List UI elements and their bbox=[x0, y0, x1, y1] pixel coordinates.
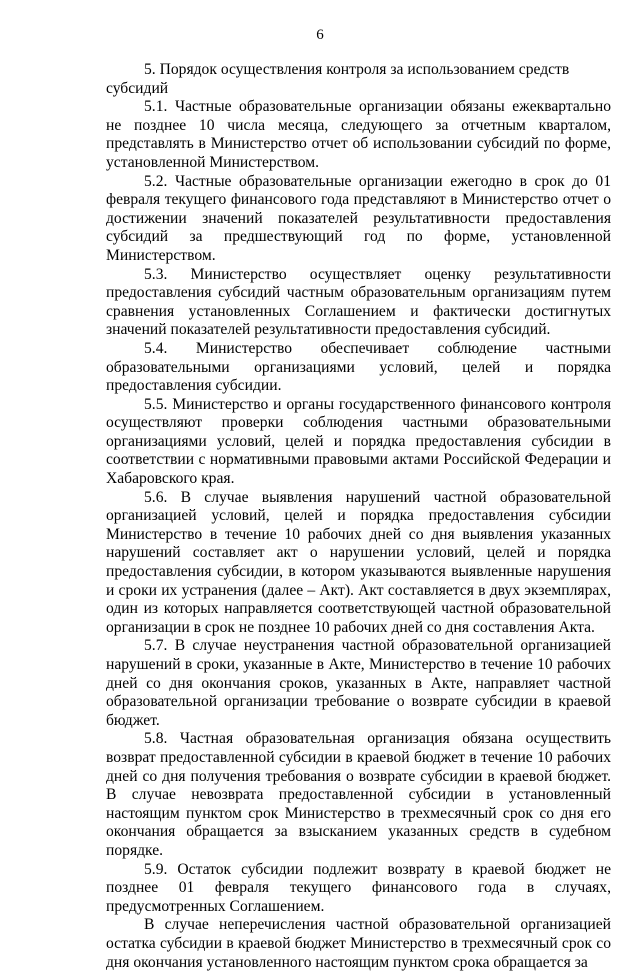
section-heading: 5. Порядок осуществления контроля за использованием средств субсидий bbox=[106, 61, 570, 97]
paragraph-5-5: 5.5. Министерство и органы государственного финансового контроля осуществляют проверки соблюдения частными образовательными организациями условий, целей и порядка предоставления субсидии в соответствии с нормативными правовыми актами Российской Федерации и Хабаровского края. bbox=[106, 395, 611, 488]
paragraph-5-6: 5.6. В случае выявления нарушений частной образовательной организацией условий, целей и порядка предоставления субсидии Министерство в течение 10 рабочих дней со дня выявления указанных нарушений составляет акт о нарушении условий, целей и порядка предоставления субсидии, в котором указываются выявленные нарушения и сроки их устранения (далее – Акт). Акт составляется в двух экземплярах, один из которых направляется соответствующей частной образовательной организации в срок не позднее 10 рабочих дней со дня составления Акта. bbox=[106, 488, 611, 636]
paragraph-5-7: 5.7. В случае неустранения частной образовательной организацией нарушений в сроки, указанные в Акте, Министерство в течение 10 рабочих дней со дня окончания сроков, указанных в Акте, направляет частной образовательной организации требование о возврате субсидии в краевой бюджет. bbox=[106, 637, 611, 729]
page-number: 6 bbox=[316, 27, 324, 43]
paragraph-5-8: 5.8. Частная образовательная организация обязана осуществить возврат предоставленной субсидии в краевой бюджет в течение 10 рабочих дней со дня получения требования о возврате субсидии в краевой бюджет. В случае невозврата предоставленной субсидии в установленный настоящим пунктом срок Министерство в трехмесячный срок со дня его окончания обращается за взысканием указанных средств в судебном порядке. bbox=[106, 730, 611, 859]
paragraph-5-4: 5.4. Министерство обеспечивает соблюдение частными образовательными организациями условий, целей и порядка предоставления субсидии. bbox=[106, 339, 611, 395]
paragraph-5-9-continued: В случае неперечисления частной образовательной организацией остатка субсидии в краевой бюджет Министерство в трехмесячный срок со дня окончания установленного настоящим пунктом срока обращается за bbox=[106, 916, 611, 971]
paragraph-5-2: 5.2. Частные образовательные организации ежегодно в срок до 01 февраля текущего финансового года представляют в Министерство отчет о достижении значений показателей результативности предоставления субсидий за предшествующий год по форме, установленной Министерством. bbox=[106, 172, 611, 264]
paragraph-5-3: 5.3. Министерство осуществляет оценку результативности предоставления субсидий частным образовательным организациям путем сравнения установленных Соглашением и фактически достигнутых значений показателей результативности предоставления субсидий. bbox=[106, 265, 611, 339]
paragraph-5-1: 5.1. Частные образовательные организации обязаны ежеквартально не позднее 10 числа месяца, следующего за отчетным кварталом, представлять в Министерство отчет об использовании субсидий по форме, установленной Министерством. bbox=[106, 98, 611, 171]
document-body bbox=[106, 61, 611, 972]
paragraph-5-9: 5.9. Остаток субсидии подлежит возврату в краевой бюджет не позднее 01 февраля текущего финансового года в случаях, предусмотренных Соглашением. bbox=[106, 860, 611, 915]
